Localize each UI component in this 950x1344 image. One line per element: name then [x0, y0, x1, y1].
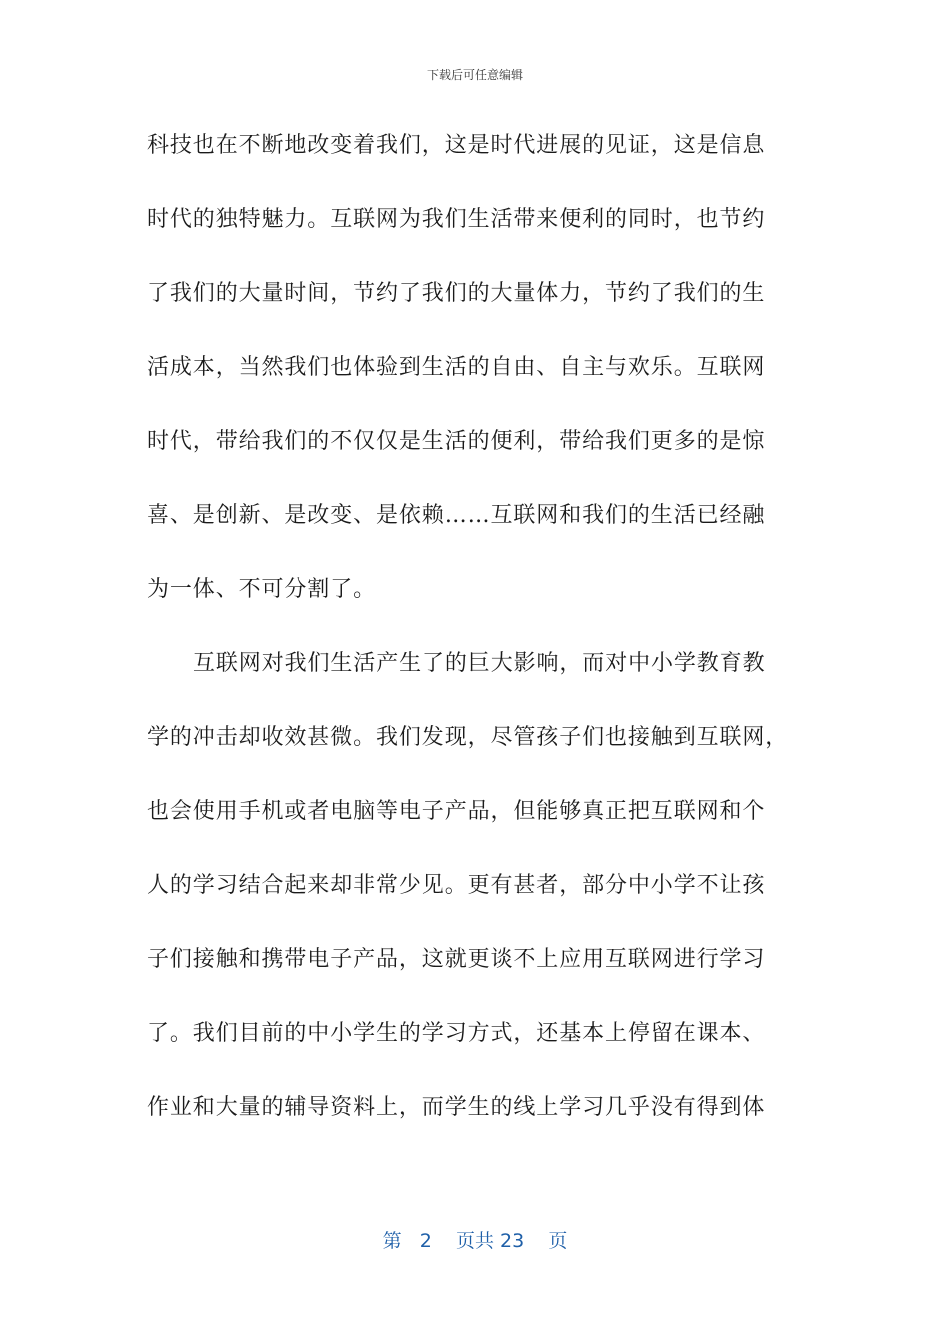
text-line: 了。我们目前的中小学生的学习方式，还基本上停留在课本、 [147, 1021, 766, 1046]
text-line: 时代的独特魅力。互联网为我们生活带来便利的同时，也节约 [147, 207, 766, 232]
text-line: 学的冲击却收效甚微。我们发现，尽管孩子们也接触到互联网， [147, 725, 789, 750]
text-line: 互联网对我们生活产生了的巨大影响，而对中小学教育教 [193, 651, 766, 676]
paragraph-1 [147, 118, 803, 636]
text-line: 活成本，当然我们也体验到生活的自由、自主与欢乐。互联网 [147, 355, 766, 380]
document-body [147, 118, 803, 1154]
text-line: 喜、是创新、是改变、是依赖……互联网和我们的生活已经融 [147, 503, 766, 528]
text-line: 为一体、不可分割了。 [147, 577, 377, 602]
text-line: 时代，带给我们的不仅仅是生活的便利，带给我们更多的是惊 [147, 429, 766, 454]
text-line: 作业和大量的辅导资料上，而学生的线上学习几乎没有得到体 [147, 1095, 766, 1120]
page-header: 下载后可任意编辑 [426, 68, 523, 82]
text-line: 子们接触和携带电子产品，这就更谈不上应用互联网进行学习 [147, 947, 766, 972]
paragraph-2 [147, 636, 803, 1154]
text-line: 科技也在不断地改变着我们，这是时代进展的见证，这是信息 [147, 133, 766, 158]
total-page-count: 23 [500, 1230, 525, 1252]
footer-suffix: 页 [548, 1230, 568, 1252]
footer-middle: 页共 [455, 1230, 494, 1252]
footer-prefix: 第 [382, 1230, 402, 1252]
text-line: 了我们的大量时间，节约了我们的大量体力，节约了我们的生 [147, 281, 766, 306]
text-line: 人的学习结合起来却非常少见。更有甚者，部分中小学不让孩 [147, 873, 766, 898]
current-page-number: 2 [419, 1230, 432, 1252]
page-footer [0, 1226, 950, 1253]
text-line: 也会使用手机或者电脑等电子产品，但能够真正把互联网和个 [147, 799, 766, 824]
